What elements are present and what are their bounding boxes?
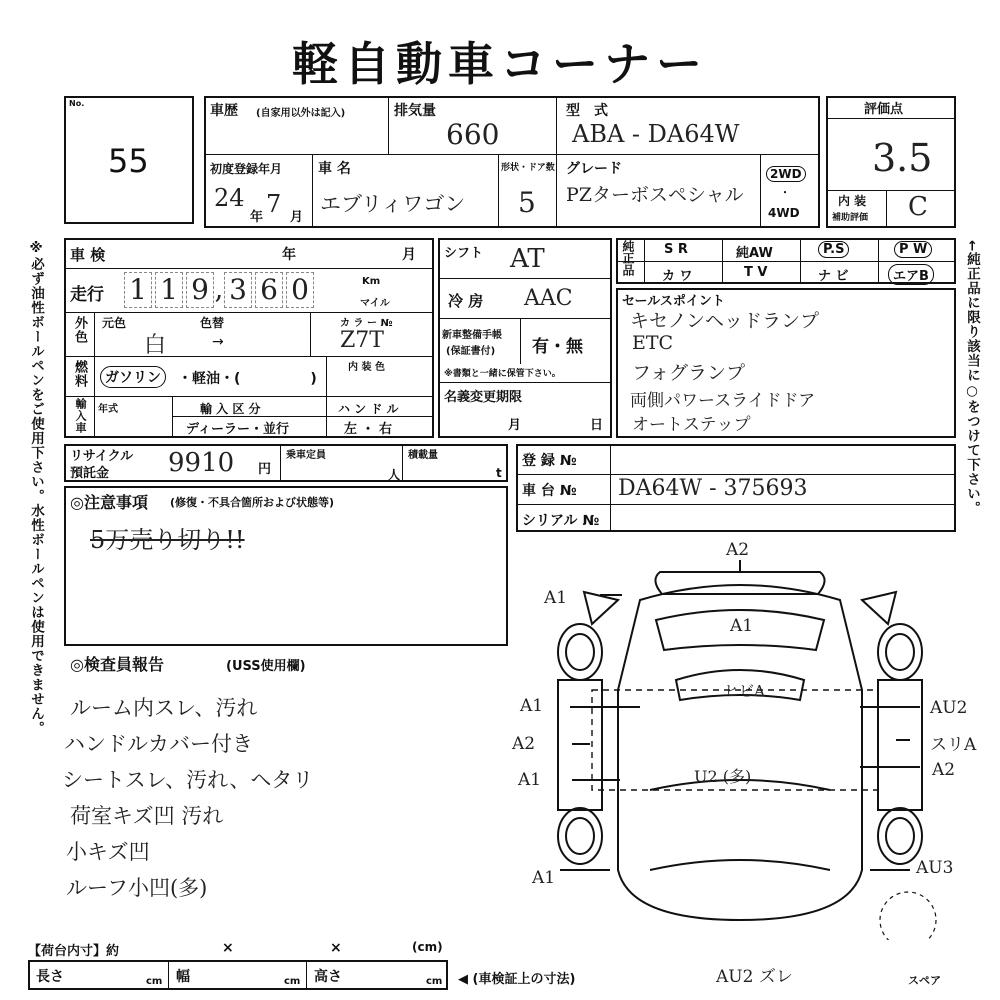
mileage-digit: 1: [155, 272, 183, 308]
recycle-label: リサイクル: [70, 449, 134, 464]
import-type-label: 輸 入 区 分: [200, 402, 261, 416]
grade-label: グレード: [566, 161, 622, 177]
import-side-label: 輸入車: [74, 398, 87, 434]
name-change-day: 日: [590, 418, 604, 433]
mileage-unit-km: Km: [362, 276, 381, 287]
damage-mark: A1: [544, 588, 568, 608]
damage-mark: A2: [512, 734, 536, 754]
sales-points-label: セールスポイント: [622, 294, 725, 309]
left-vertical-note: ※必ず油性ボールペンをご使用下さい。水性ボールペンは使用できません。: [28, 240, 44, 736]
sales-point: オートステップ: [632, 415, 751, 435]
cargo-dimensions-box: [28, 960, 448, 990]
damage-mark: AU3: [916, 858, 954, 878]
first-reg-month: 7: [266, 190, 282, 218]
spare-label: スペア: [908, 974, 941, 987]
recycle-deposit-label: 預託金: [70, 466, 110, 481]
doors-label: 形状・ドア数: [501, 163, 555, 173]
reg-no-label: 登 録 №: [522, 453, 577, 469]
serial-no-label: シリアル №: [522, 513, 600, 529]
genuine-tv: T V: [744, 265, 768, 280]
genuine-aw: 純AW: [736, 246, 773, 261]
name-change-label: 名義変更期限: [444, 390, 523, 405]
history-label: 車歴: [210, 103, 238, 119]
model-label: 型 式: [566, 103, 608, 119]
caution-sub: (修復・不具合箇所および状態等): [170, 496, 335, 509]
name-change-month: 月: [508, 418, 522, 433]
damage-mark: A1: [518, 770, 542, 790]
damage-mark: A1: [520, 696, 544, 716]
genuine-ps: P.S: [818, 241, 849, 258]
color-change-arrow: →: [212, 334, 224, 350]
page-title: 軽自動車コーナー: [292, 37, 708, 91]
import-type-value: ディーラー・並行: [186, 422, 289, 437]
interior-color-label: 内 装 色: [348, 362, 385, 373]
grade-value: PZターボスペシャル: [566, 184, 744, 206]
genuine-side-label: 純正品: [621, 240, 635, 276]
drive-dot: ・: [780, 188, 790, 199]
chassis-no-label: 車 台 №: [522, 483, 577, 499]
lot-no-label: No.: [69, 99, 85, 108]
mileage-unit-mile: マイル: [360, 298, 390, 309]
capacity-label: 乗車定員: [286, 450, 326, 461]
warranty-sub: (保証書付): [446, 346, 496, 357]
color-number-value: Z7T: [340, 328, 384, 353]
cargo-x2: ×: [330, 940, 342, 956]
orig-color-label: 元色: [102, 316, 127, 330]
damage-mark: A2: [726, 540, 750, 560]
doors-value: 5: [518, 186, 536, 219]
displacement-value: 660: [446, 118, 500, 151]
genuine-sr: S R: [664, 242, 688, 257]
mileage-label: 走行: [70, 285, 104, 305]
cargo-note: ◀ (車検証上の寸法): [458, 972, 576, 987]
sales-point: フォグランプ: [632, 362, 746, 384]
caution-text: 5万売り切り!!: [90, 526, 245, 554]
damage-mark: A1: [730, 616, 754, 636]
cargo-label: 【荷台内寸】約: [28, 944, 120, 959]
handle-label: ハ ン ド ル: [338, 402, 399, 416]
mileage-digits: [124, 272, 314, 308]
damage-mark: スリA: [930, 735, 977, 755]
load-unit: t: [496, 466, 502, 480]
score-label: 評価点: [864, 102, 904, 117]
inspector-line: ルーフ小凹(多): [66, 876, 208, 900]
fuel-side-label: 燃料: [72, 360, 87, 388]
genuine-airbag: エアB: [888, 264, 934, 285]
interior-score-sub: 補助評価: [832, 213, 869, 223]
lot-number-box: [64, 96, 194, 224]
damage-mark: AU2 ズレ: [716, 967, 793, 987]
fuel-gasoline: ガソリン: [100, 366, 166, 388]
mileage-digit: 1: [124, 272, 152, 308]
history-note: (自家用以外は記入): [256, 108, 346, 119]
damage-mark: A1: [532, 868, 556, 888]
warranty-label: 新車整備手帳: [442, 330, 502, 341]
inspector-label: ◎検査員報告: [70, 655, 164, 674]
inspector-line: ルーム内スレ、汚れ: [70, 696, 258, 720]
capacity-unit: 人: [388, 468, 401, 482]
shift-value: AT: [510, 244, 545, 274]
genuine-pw: P W: [894, 241, 932, 258]
drive-2wd: 2WD: [766, 166, 806, 182]
color-number-label: カ ラ ー №: [340, 318, 393, 329]
car-name-value: エブリィワゴン: [320, 192, 466, 216]
interior-score-value: C: [908, 192, 928, 222]
ac-value: AAC: [524, 286, 573, 311]
first-reg-year-unit: 年: [250, 210, 264, 225]
first-reg-label: 初度登録年月: [210, 162, 283, 176]
orig-color-value: 白: [144, 333, 167, 358]
cargo-x1: ×: [222, 940, 234, 956]
load-label: 積載量: [408, 450, 438, 461]
damage-mark: AU2: [930, 698, 968, 718]
recycle-value: 9910: [168, 448, 235, 478]
inspector-line: 荷室キズ凹 汚れ: [70, 804, 224, 828]
cargo-length-label: 長さ: [36, 969, 64, 985]
car-damage-diagram: [500, 540, 970, 940]
first-reg-month-unit: 月: [290, 210, 304, 225]
color-change-label: 色替: [200, 316, 225, 330]
cargo-unit: (cm): [412, 940, 443, 954]
genuine-kawa: カ ワ: [662, 269, 693, 284]
cargo-height-unit: cm: [426, 976, 443, 987]
damage-mark: A2: [932, 760, 956, 780]
score-value: 3.5: [872, 136, 933, 180]
first-reg-year: 24: [214, 184, 245, 212]
drive-4wd: 4WD: [768, 206, 800, 220]
mileage-digit: 6: [255, 272, 283, 308]
mileage-digit: 3: [224, 272, 252, 308]
fuel-rest: ・軽油・( ): [178, 371, 317, 387]
inspection-label: 車 検: [70, 246, 106, 264]
caution-label: ◎注意事項: [70, 493, 148, 512]
exterior-side-label: 外色: [72, 316, 87, 344]
import-year-label: 年式: [98, 404, 118, 415]
cargo-width-unit: cm: [284, 976, 301, 987]
sales-point: キセノンヘッドランプ: [630, 310, 820, 332]
interior-score-label: 内 装: [838, 194, 867, 208]
right-vertical-note: ←純正品に限り該当に○をつけて下さい。: [964, 240, 980, 516]
damage-mark: ヒビA: [724, 682, 765, 700]
sales-point: 両側パワースライドドア: [630, 391, 816, 411]
recycle-unit: 円: [258, 462, 272, 477]
cargo-width-label: 幅: [176, 969, 190, 985]
sales-point: ETC: [632, 332, 674, 354]
shift-label: シフト: [444, 246, 484, 261]
displacement-label: 排気量: [394, 103, 436, 119]
inspector-line: ハンドルカバー付き: [64, 732, 253, 756]
mileage-digit: 0: [286, 272, 314, 308]
mileage-digit: 9: [186, 272, 214, 308]
inspection-month: 月: [402, 247, 416, 263]
damage-mark: U2 (多): [694, 767, 752, 786]
inspection-year: 年: [282, 247, 296, 263]
warranty-note: ※書類と一緒に保管下さい。: [444, 369, 561, 379]
handle-value: 左 ・ 右: [344, 422, 393, 437]
ac-label: 冷 房: [448, 292, 484, 310]
lot-number: 55: [108, 142, 149, 180]
genuine-navi: ナ ビ: [818, 269, 849, 284]
cargo-height-label: 高さ: [314, 969, 342, 985]
car-name-label: 車 名: [318, 161, 351, 177]
chassis-no-value: DA64W - 375693: [618, 476, 808, 501]
model-value: ABA - DA64W: [572, 120, 740, 148]
inspector-line: シートスレ、汚れ、ヘタリ: [62, 768, 314, 792]
inspector-line: 小キズ凹: [66, 840, 150, 864]
mileage-digit: ,: [214, 272, 224, 305]
inspector-sub: (USS使用欄): [226, 659, 306, 674]
warranty-value: 有・無: [532, 337, 583, 357]
cargo-length-unit: cm: [146, 976, 163, 987]
